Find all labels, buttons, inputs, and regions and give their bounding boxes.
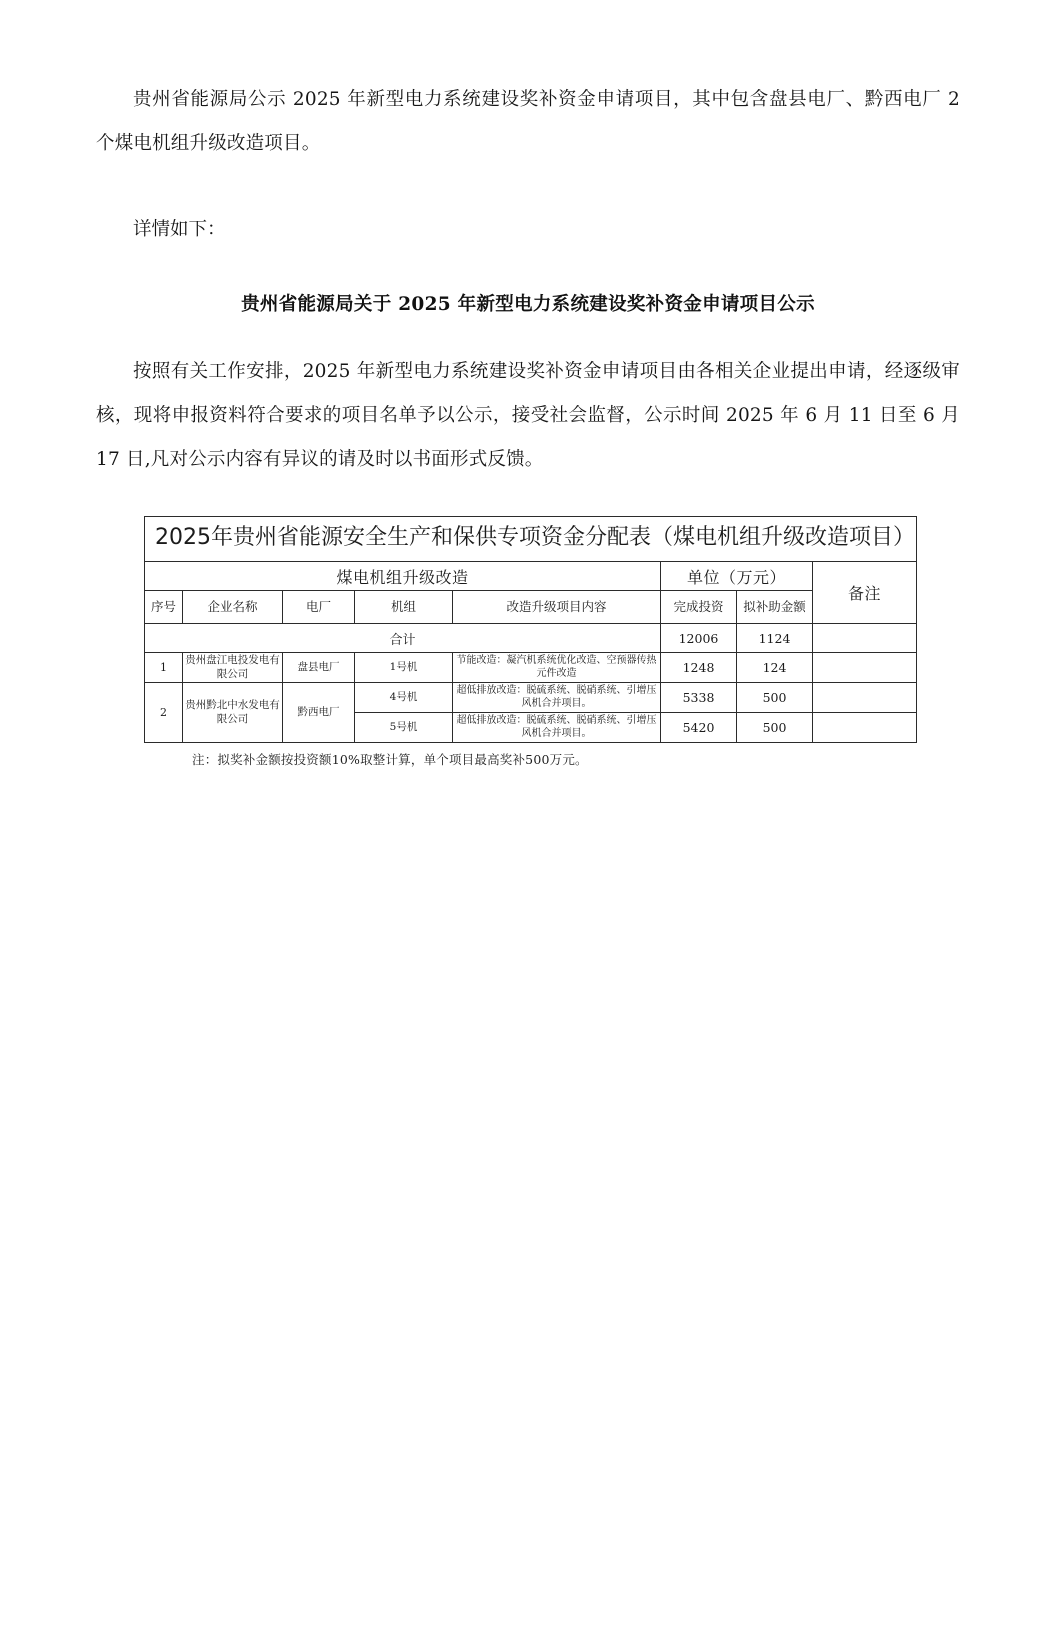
- total-label: 合计: [145, 624, 661, 653]
- row-content: 超低排放改造：脱硫系统、脱硝系统、引增压风机合并项目。: [453, 683, 661, 713]
- spacer: [96, 252, 960, 290]
- row-unit: 5号机: [355, 713, 453, 743]
- intro-paragraph: 贵州省能源局公示 2025 年新型电力系统建设奖补资金申请项目，其中包含盘县电厂、黔西电厂 2 个煤电机组升级改造项目。: [96, 89, 960, 155]
- column-header-remark: 备注: [813, 562, 917, 624]
- table-group-header-row: [145, 562, 917, 591]
- total-remark: [813, 624, 917, 653]
- total-investment: 12006: [661, 624, 737, 653]
- fund-allocation-table: [144, 516, 917, 743]
- row-subsidy: 500: [737, 683, 813, 713]
- row-investment: 1248: [661, 653, 737, 683]
- table-column-header-row: [145, 591, 917, 624]
- row-subsidy: 500: [737, 713, 813, 743]
- document-content: [96, 78, 960, 768]
- row-plant: 盘县电厂: [283, 653, 355, 683]
- spacer: [96, 166, 960, 208]
- row-remark: [813, 683, 917, 713]
- fund-allocation-table-wrap: [144, 516, 916, 768]
- group-header-right: 单位（万元）: [661, 562, 813, 591]
- row-content: 超低排放改造：脱硫系统、脱硝系统、引增压风机合并项目。: [453, 713, 661, 743]
- table-note: 注：拟奖补金额按投资额10%取整计算，单个项目最高奖补500万元。: [192, 752, 588, 768]
- column-header-company: 企业名称: [183, 591, 283, 624]
- column-header-seq: 序号: [145, 591, 183, 624]
- row-company: 贵州黔北中水发电有限公司: [183, 683, 283, 743]
- page-title: 贵州省能源局关于 2025 年新型电力系统建设奖补资金申请项目公示: [241, 294, 815, 316]
- row-remark: [813, 713, 917, 743]
- column-header-plant: 电厂: [283, 591, 355, 624]
- row-company: 贵州盘江电投发电有限公司: [183, 653, 283, 683]
- table-total-row: [145, 624, 917, 653]
- table-caption-row: [145, 516, 917, 561]
- detail-lead-paragraph: 详情如下：: [133, 219, 226, 241]
- column-header-investment: 完成投资: [661, 591, 737, 624]
- body-paragraph: 按照有关工作安排，2025 年新型电力系统建设奖补资金申请项目由各相关企业提出申请，经逐级审核，现将申报资料符合要求的项目名单予以公示，接受社会监督，公示时间 2025 年 6 月 11 日至 6 月 17 日,凡对公示内容有异议的请及时以书面形式反馈。: [96, 360, 960, 470]
- row-content: 节能改造：凝汽机系统优化改造、空预器传热元件改造: [453, 653, 661, 683]
- table-row: [145, 683, 917, 713]
- column-header-content: 改造升级项目内容: [453, 591, 661, 624]
- row-seq: 1: [145, 653, 183, 683]
- row-investment: 5338: [661, 683, 737, 713]
- column-header-unit: 机组: [355, 591, 453, 624]
- row-plant: 黔西电厂: [283, 683, 355, 743]
- spacer: [96, 320, 960, 350]
- column-header-subsidy: 拟补助金额: [737, 591, 813, 624]
- total-subsidy: 1124: [737, 624, 813, 653]
- group-header-left: 煤电机组升级改造: [145, 562, 661, 591]
- row-investment: 5420: [661, 713, 737, 743]
- table-caption: 2025年贵州省能源安全生产和保供专项资金分配表（煤电机组升级改造项目）: [145, 516, 917, 561]
- row-remark: [813, 653, 917, 683]
- row-unit: 4号机: [355, 683, 453, 713]
- row-subsidy: 124: [737, 653, 813, 683]
- row-unit: 1号机: [355, 653, 453, 683]
- table-row: [145, 653, 917, 683]
- row-seq: 2: [145, 683, 183, 743]
